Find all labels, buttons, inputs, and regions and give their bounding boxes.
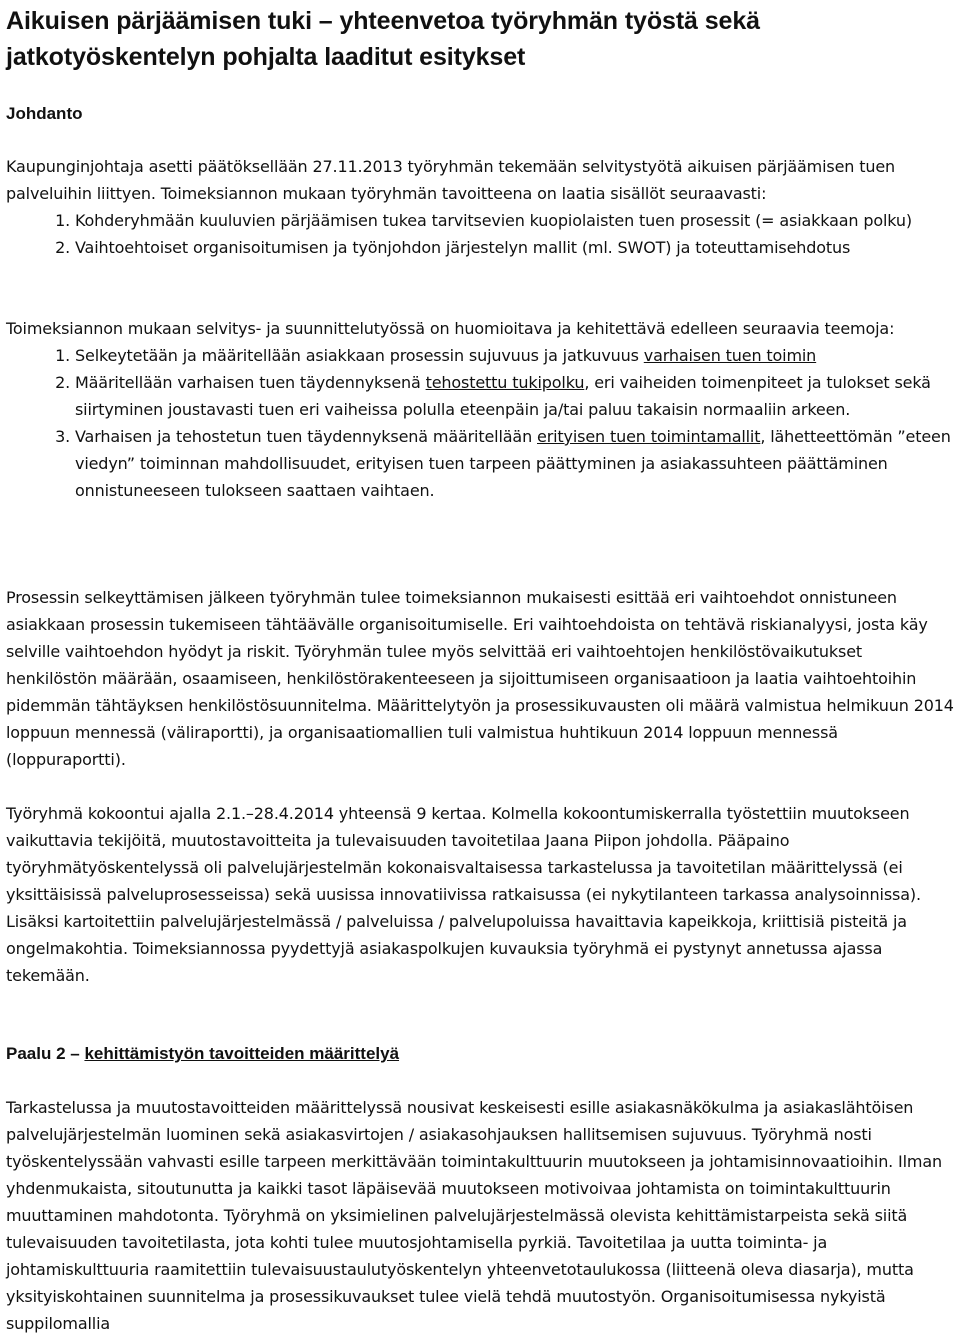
theme-item-1-text: Selkeytetään ja määritellään asiakkaan prosessin sujuvuus ja jatkuvuus xyxy=(75,346,644,365)
theme-item-3-text: Varhaisen ja tehostetun tuen täydennyksenä määritellään xyxy=(75,427,537,446)
theme-item-3-rest: , lähetteettömän ”eteen viedyn” toiminnan mahdollisuudet, erityisen tuen tarpeen päättyminen ja asiakassuhteen päättäminen onnistuneeseen tulokseen saattaen vaihtaen. xyxy=(75,427,951,500)
theme-item-2 xyxy=(75,369,956,423)
themes-list xyxy=(6,342,956,504)
theme-item-3-underlined: erityisen tuen toimintamallit xyxy=(537,427,761,446)
process-paragraph: Prosessin selkeyttämisen jälkeen työryhmän tulee toimeksiannon mukaisesti esittää eri vaihtoehdot onnistuneen asiakkaan prosessin tukemiseen tähtäävälle organisoitumiselle. Eri vaihtoehdoista on tehtävä riskianalyysi, josta käy selville vaihtoehdon hyödyt ja riskit. Työryhmän tulee myös selvittää eri vaihtoehtojen henkilöstövaikutukset henkilöstön määrään, osaamiseen, henkilöstörakenteeseen ja sijoittumiseen organisaatioon ja laatia vaihtoehtoihin pidemmän tähtäyksen henkilöstösuunnitelma. Määrittelytyön ja prosessikuvausten oli määrä valmistua helmikuun 2014 loppuun mennessä (väliraportti), ja organisaatiomallien tuli valmistua huhtikuun 2014 loppuun mennessä (loppuraportti). xyxy=(6,588,954,769)
meetings-paragraph: Työryhmä kokoontui ajalla 2.1.–28.4.2014 yhteensä 9 kertaa. Kolmella kokoontumiskerralla työstettiin muutokseen vaikuttavia tekijöitä, muutostavoitteita ja tulevaisuuden tavoitetilaa Jaana Piipon johdolla. Pääpaino työryhmätyöskentelyssä oli palvelujärjestelmän kokonaisvaltaisessa tarkastelussa ja tavoitetilan määrittelyssä (ei yksittäisissä palveluprosesseissa) sekä uusissa innovatiivissa ratkaisussa (ei nykytilanteen tarkassa analysoinnissa). Lisäksi kartoitettiin palvelujärjestelmässä / palveluissa / palvelupoluissa havaittavia kapeikkoja, kriittisiä pisteitä ja ongelmakohtia. Toimeksiannossa pyydettyjä asiakaspolkujen kuvauksia työryhmä ei pystynyt annetussa ajassa tekemään. xyxy=(6,804,921,985)
intro-section xyxy=(6,153,956,261)
theme-item-2-underlined: tehostettu tukipolku xyxy=(425,373,585,392)
section-2-heading xyxy=(6,1042,399,1066)
theme-item-1-underlined: varhaisen tuen toimin xyxy=(643,346,817,365)
section-2-paragraph: Tarkastelussa ja muutostavoitteiden määrittelyssä nousivat keskeisesti esille asiakasnäkökulma ja asiakaslähtöisen palvelujärjestelmän luominen sekä asiakasvirtojen / asiakasohjauksen hallitsemisen sujuvuus. Työryhmä nosti työskentelyssään vahvasti esille tarpeen merkittävään toimintakulttuurin muutokseen ja johtamisinnovaatioihin. Ilman yhdenmukaista, sitoutunutta ja kaikki tasot läpäisevää muutokseen motivoivaa johtamista on toimintakulttuurin muuttaminen mahdotonta. Työryhmä on yksimielinen palvelujärjestelmässä olevista kehittämistarpeista sekä siitä tulevaisuuden tavoitetilasta, jota kohti tulee muutosjohtamisella pyrkiä. Tavoitetilaa ja uutta toiminta- ja johtamiskulttuuria raamitettiin tulevaisuustaulutyöskentelyn yhteenvetotaulukossa (liitteenä oleva diasarja), mutta yksityiskohtainen suunnitelma ja prosessikuvaukset tulee vielä tehdä muutostyön. Organisoitumisessa nykyistä suppilomallia xyxy=(6,1098,942,1333)
theme-item-2-text: Määritellään varhaisen tuen täydennyksenä xyxy=(75,373,426,392)
section-2-heading-prefix: Paalu 2 – xyxy=(6,1044,85,1063)
goals-list xyxy=(6,207,956,261)
themes-paragraph: Toimeksiannon mukaan selvitys- ja suunnittelutyössä on huomioitava ja kehitettävä edelleen seuraavia teemoja: xyxy=(6,319,895,338)
theme-item-1 xyxy=(75,342,956,369)
intro-paragraph: Kaupunginjohtaja asetti päätöksellään 27.11.2013 työryhmän tekemään selvitystyötä aikuisen pärjäämisen tuen palveluihin liittyen. Toimeksiannon mukaan työryhmän tavoitteena on laatia sisällöt seuraavasti: xyxy=(6,157,896,203)
intro-heading: Johdanto xyxy=(6,104,83,123)
section-2-heading-underlined: kehittämistyön tavoitteiden määrittelyä xyxy=(84,1044,400,1063)
theme-item-2-rest: , eri vaiheiden toimenpiteet ja tulokset sekä siirtyminen joustavasti tuen eri vaiheissa polulla eteenpäin ja/tai paluu takaisin normaaliin arkeen. xyxy=(75,373,931,419)
themes-section xyxy=(6,315,956,504)
theme-item-3 xyxy=(75,423,956,504)
document-title: Aikuisen pärjäämisen tuki – yhteenvetoa työryhmän työstä sekä jatkotyöskentelyn pohjalta laaditut esitykset xyxy=(6,7,760,71)
goal-item: 2. Vaihtoehtoiset organisoitumisen ja työnjohdon järjestelyn mallit (ml. SWOT) ja toteuttamisehdotus xyxy=(75,234,956,261)
goal-item: 1. Kohderyhmään kuuluvien pärjäämisen tukea tarvitsevien kuopiolaisten tuen prosessit (= asiakkaan polku) xyxy=(75,207,956,234)
